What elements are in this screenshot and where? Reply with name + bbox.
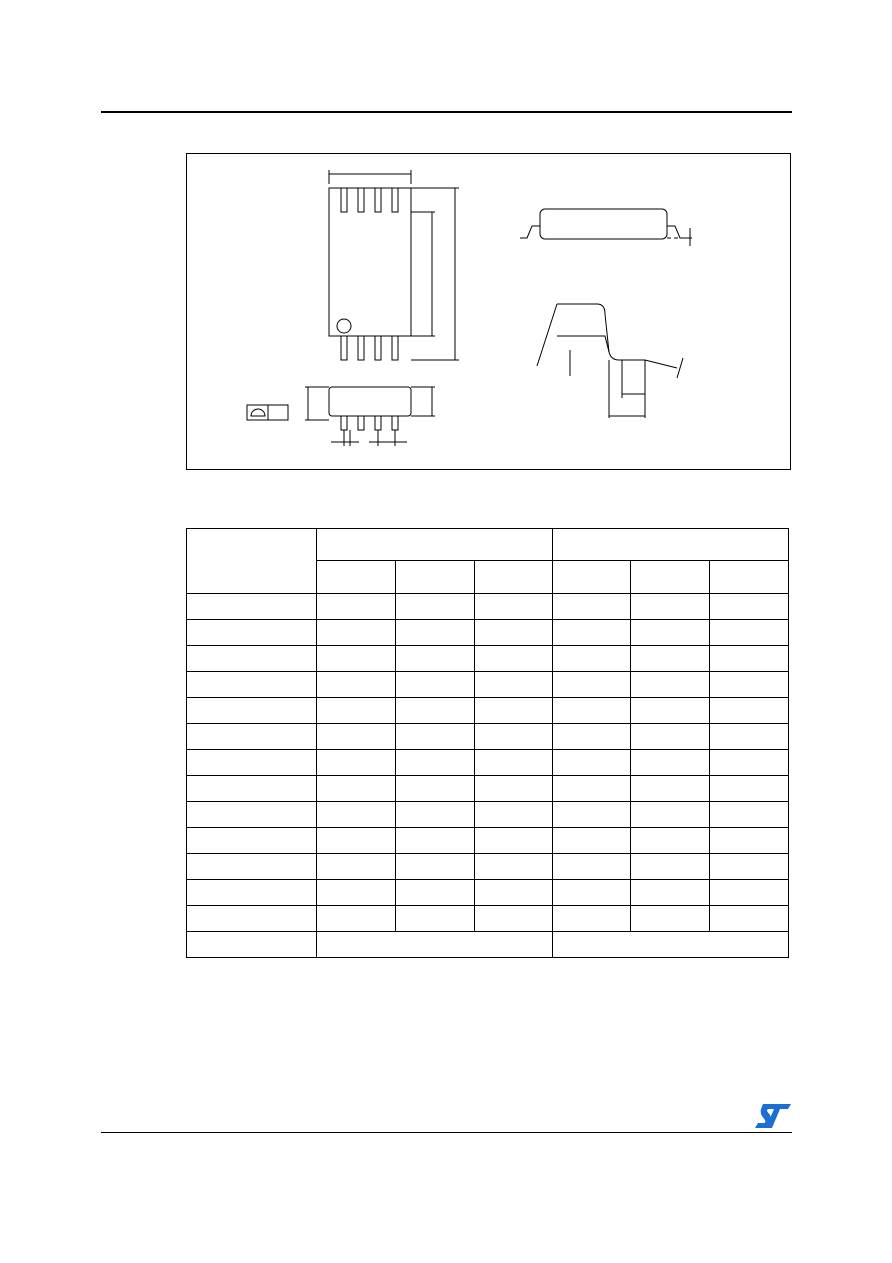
table-cell [187,646,317,672]
table-cell [710,620,789,646]
table-cell [553,698,631,724]
table-cell [710,672,789,698]
table-cell [475,750,553,776]
package-outline-figure [186,153,791,470]
table-cell [475,776,553,802]
table-cell [396,776,475,802]
table-row [187,750,789,776]
table-cell [396,724,475,750]
table-subheader-cell [631,561,710,594]
table-cell [317,672,396,698]
table-cell [710,854,789,880]
table-cell [396,698,475,724]
table-cell [631,620,710,646]
front-view-pins [341,416,398,430]
table-cell [553,854,631,880]
table-row [187,906,789,932]
table-cell [187,750,317,776]
table-subheader-cell [475,561,553,594]
table-cell [710,646,789,672]
pin1-marker [337,319,351,333]
table-cell [396,620,475,646]
table-cell [631,802,710,828]
st-logo [755,1104,791,1128]
table-row [187,594,789,620]
table-cell [396,594,475,620]
table-cell [187,698,317,724]
table-subheader-cell [317,561,396,594]
table-row [187,620,789,646]
table-cell [631,646,710,672]
table-cell [553,672,631,698]
table-cell [475,906,553,932]
table-cell [187,828,317,854]
table-cell [553,646,631,672]
table-cell [553,776,631,802]
front-view-body [329,387,411,416]
table-cell [710,594,789,620]
table-cell [317,776,396,802]
table-cell [553,594,631,620]
table-cell [475,802,553,828]
table-cell [187,776,317,802]
table-cell [187,672,317,698]
table-cell [475,594,553,620]
table-cell [317,828,396,854]
table-cell [317,698,396,724]
table-cell [710,724,789,750]
table-row [187,828,789,854]
table-cell [396,828,475,854]
table-cell [396,646,475,672]
table-cell [187,854,317,880]
table-cell [631,724,710,750]
table-cell [631,594,710,620]
table-cell [553,802,631,828]
table-row [187,646,789,672]
table-cell [553,828,631,854]
top-view-pins-lower [341,336,398,360]
table-cell [553,724,631,750]
table-cell [187,802,317,828]
table-cell [317,854,396,880]
table-header-group-2 [553,529,789,561]
table-cell [396,672,475,698]
table-cell [631,854,710,880]
table-cell [396,802,475,828]
table-cell [317,594,396,620]
table-footer-cell [317,932,553,958]
table-cell [631,672,710,698]
table-cell [475,854,553,880]
table-cell [475,698,553,724]
table-cell [317,802,396,828]
top-view-pins-upper [341,188,398,212]
table-header-group-1 [317,529,553,561]
table-cell [396,906,475,932]
table-cell [475,646,553,672]
table-cell [317,880,396,906]
table-footer-cell [187,932,317,958]
table-cell [475,828,553,854]
table-subheader-cell [710,561,789,594]
package-drawing [187,154,792,471]
table-cell [187,594,317,620]
table-cell [553,620,631,646]
table-row [187,854,789,880]
table-header-symbol [187,529,317,594]
table-cell [710,698,789,724]
table-cell [631,828,710,854]
table-cell [710,906,789,932]
table-cell [396,854,475,880]
table-cell [317,906,396,932]
table-cell [396,750,475,776]
table-cell [553,906,631,932]
table-cell [631,880,710,906]
table-cell [187,880,317,906]
table-cell [187,724,317,750]
table-cell [631,750,710,776]
header-rule [101,111,792,113]
table-cell [710,802,789,828]
table-cell [710,828,789,854]
table-row [187,776,789,802]
table-cell [710,776,789,802]
table-row [187,672,789,698]
table-row [187,698,789,724]
table-cell [317,620,396,646]
table-cell [475,620,553,646]
table-cell [475,880,553,906]
table-subheader-cell [553,561,631,594]
side-view-body [540,209,667,239]
table-cell [710,880,789,906]
table-cell [631,906,710,932]
table-cell [317,646,396,672]
table-cell [553,750,631,776]
table-cell [187,906,317,932]
table-cell [710,750,789,776]
dimensions-table [186,528,789,958]
footer-rule [101,1132,792,1133]
table-cell [553,880,631,906]
table-header-row [187,529,789,561]
table-cell [631,776,710,802]
table-subheader-cell [396,561,475,594]
table-cell [475,672,553,698]
table-footer-cell [553,932,789,958]
table-cell [317,724,396,750]
table-cell [317,750,396,776]
table-row [187,724,789,750]
table-cell [396,880,475,906]
table-cell [631,698,710,724]
table-cell [475,724,553,750]
table-footer-row [187,932,789,958]
table-row [187,880,789,906]
table-body [187,594,789,932]
table-cell [187,620,317,646]
table-row [187,802,789,828]
